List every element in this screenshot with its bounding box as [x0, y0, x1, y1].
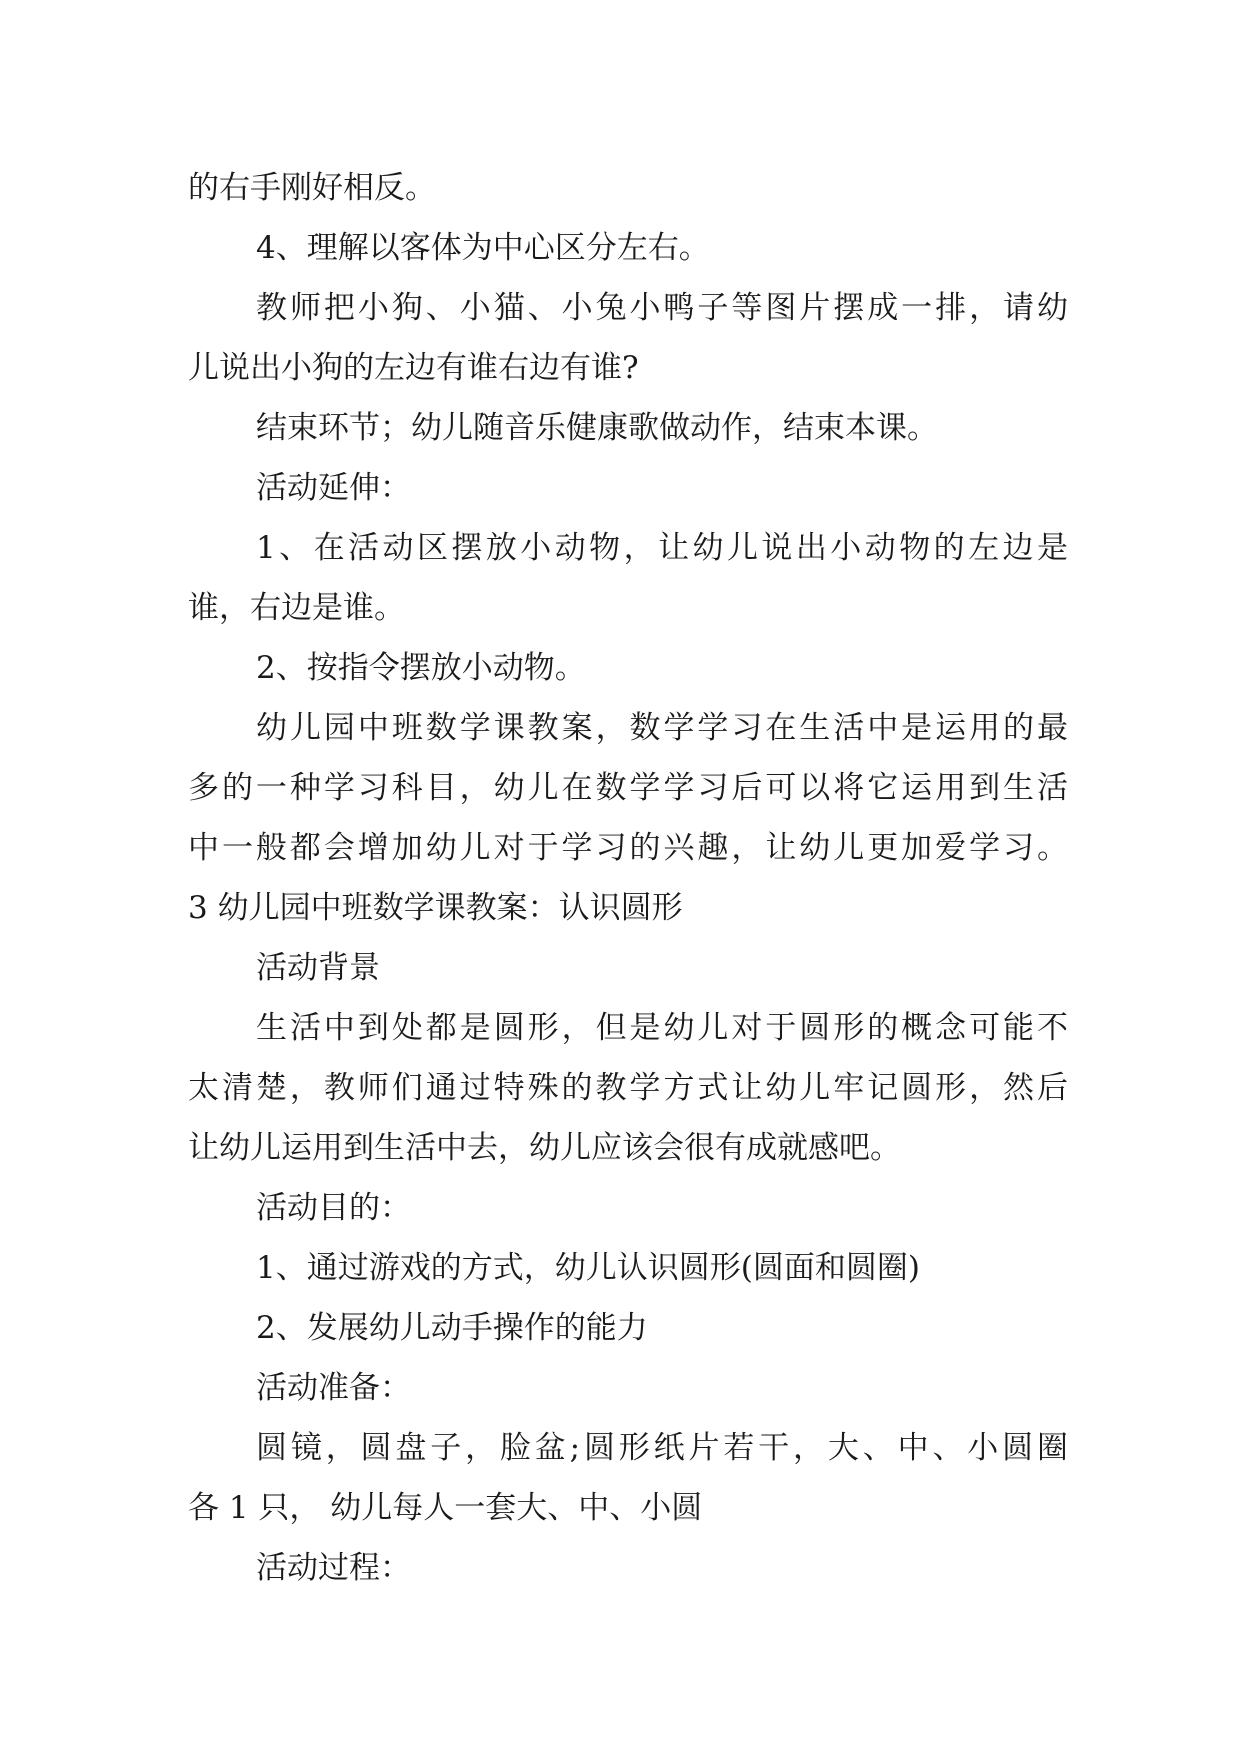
paragraph-line: 儿说出小狗的左边有谁右边有谁? — [188, 350, 639, 386]
paragraph-line: 多的一种学习科目，幼儿在数学学习后可以将它运用到生活 — [188, 770, 1068, 806]
paragraph-line: 4、理解以客体为中心区分左右。 — [256, 230, 710, 266]
paragraph-line: 的右手刚好相反。 — [188, 170, 436, 206]
paragraph-line: 结束环节；幼儿随音乐健康歌做动作，结束本课。 — [256, 410, 938, 446]
paragraph-line: 中一般都会增加幼儿对于学习的兴趣，让幼儿更加爱学习。 — [188, 830, 1068, 866]
paragraph-line: 2、按指令摆放小动物。 — [256, 650, 586, 686]
paragraph-line: 1、在活动区摆放小动物，让幼儿说出小动物的左边是 — [256, 530, 1068, 566]
document-body — [188, 158, 1068, 1598]
paragraph-line: 活动背景 — [256, 950, 380, 986]
paragraph-line: 教师把小狗、小猫、小兔小鸭子等图片摆成一排，请幼 — [256, 290, 1068, 326]
paragraph-line: 让幼儿运用到生活中去，幼儿应该会很有成就感吧。 — [188, 1130, 901, 1166]
paragraph-line: 活动过程： — [256, 1550, 411, 1586]
paragraph-line: 幼儿园中班数学课教案，数学学习在生活中是运用的最 — [256, 710, 1068, 746]
paragraph-line: 2、发展幼儿动手操作的能力 — [256, 1310, 648, 1346]
paragraph-line: 各 1 只， 幼儿每人一套大、中、小圆 — [188, 1490, 703, 1526]
paragraph-line: 谁，右边是谁。 — [188, 590, 405, 626]
paragraph-line: 活动延伸： — [256, 470, 411, 506]
section-heading: 3 幼儿园中班数学课教案：认识圆形 — [188, 890, 683, 926]
paragraph-line: 活动目的： — [256, 1190, 411, 1226]
paragraph-line: 活动准备： — [256, 1370, 411, 1406]
paragraph-line: 太清楚，教师们通过特殊的教学方式让幼儿牢记圆形，然后 — [188, 1070, 1068, 1106]
paragraph-line: 圆镜，圆盘子，脸盆;圆形纸片若干，大、中、小圆圈 — [256, 1430, 1068, 1466]
paragraph-line: 生活中到处都是圆形，但是幼儿对于圆形的概念可能不 — [256, 1010, 1068, 1046]
paragraph-line: 1、通过游戏的方式，幼儿认识圆形(圆面和圆圈) — [256, 1250, 920, 1286]
